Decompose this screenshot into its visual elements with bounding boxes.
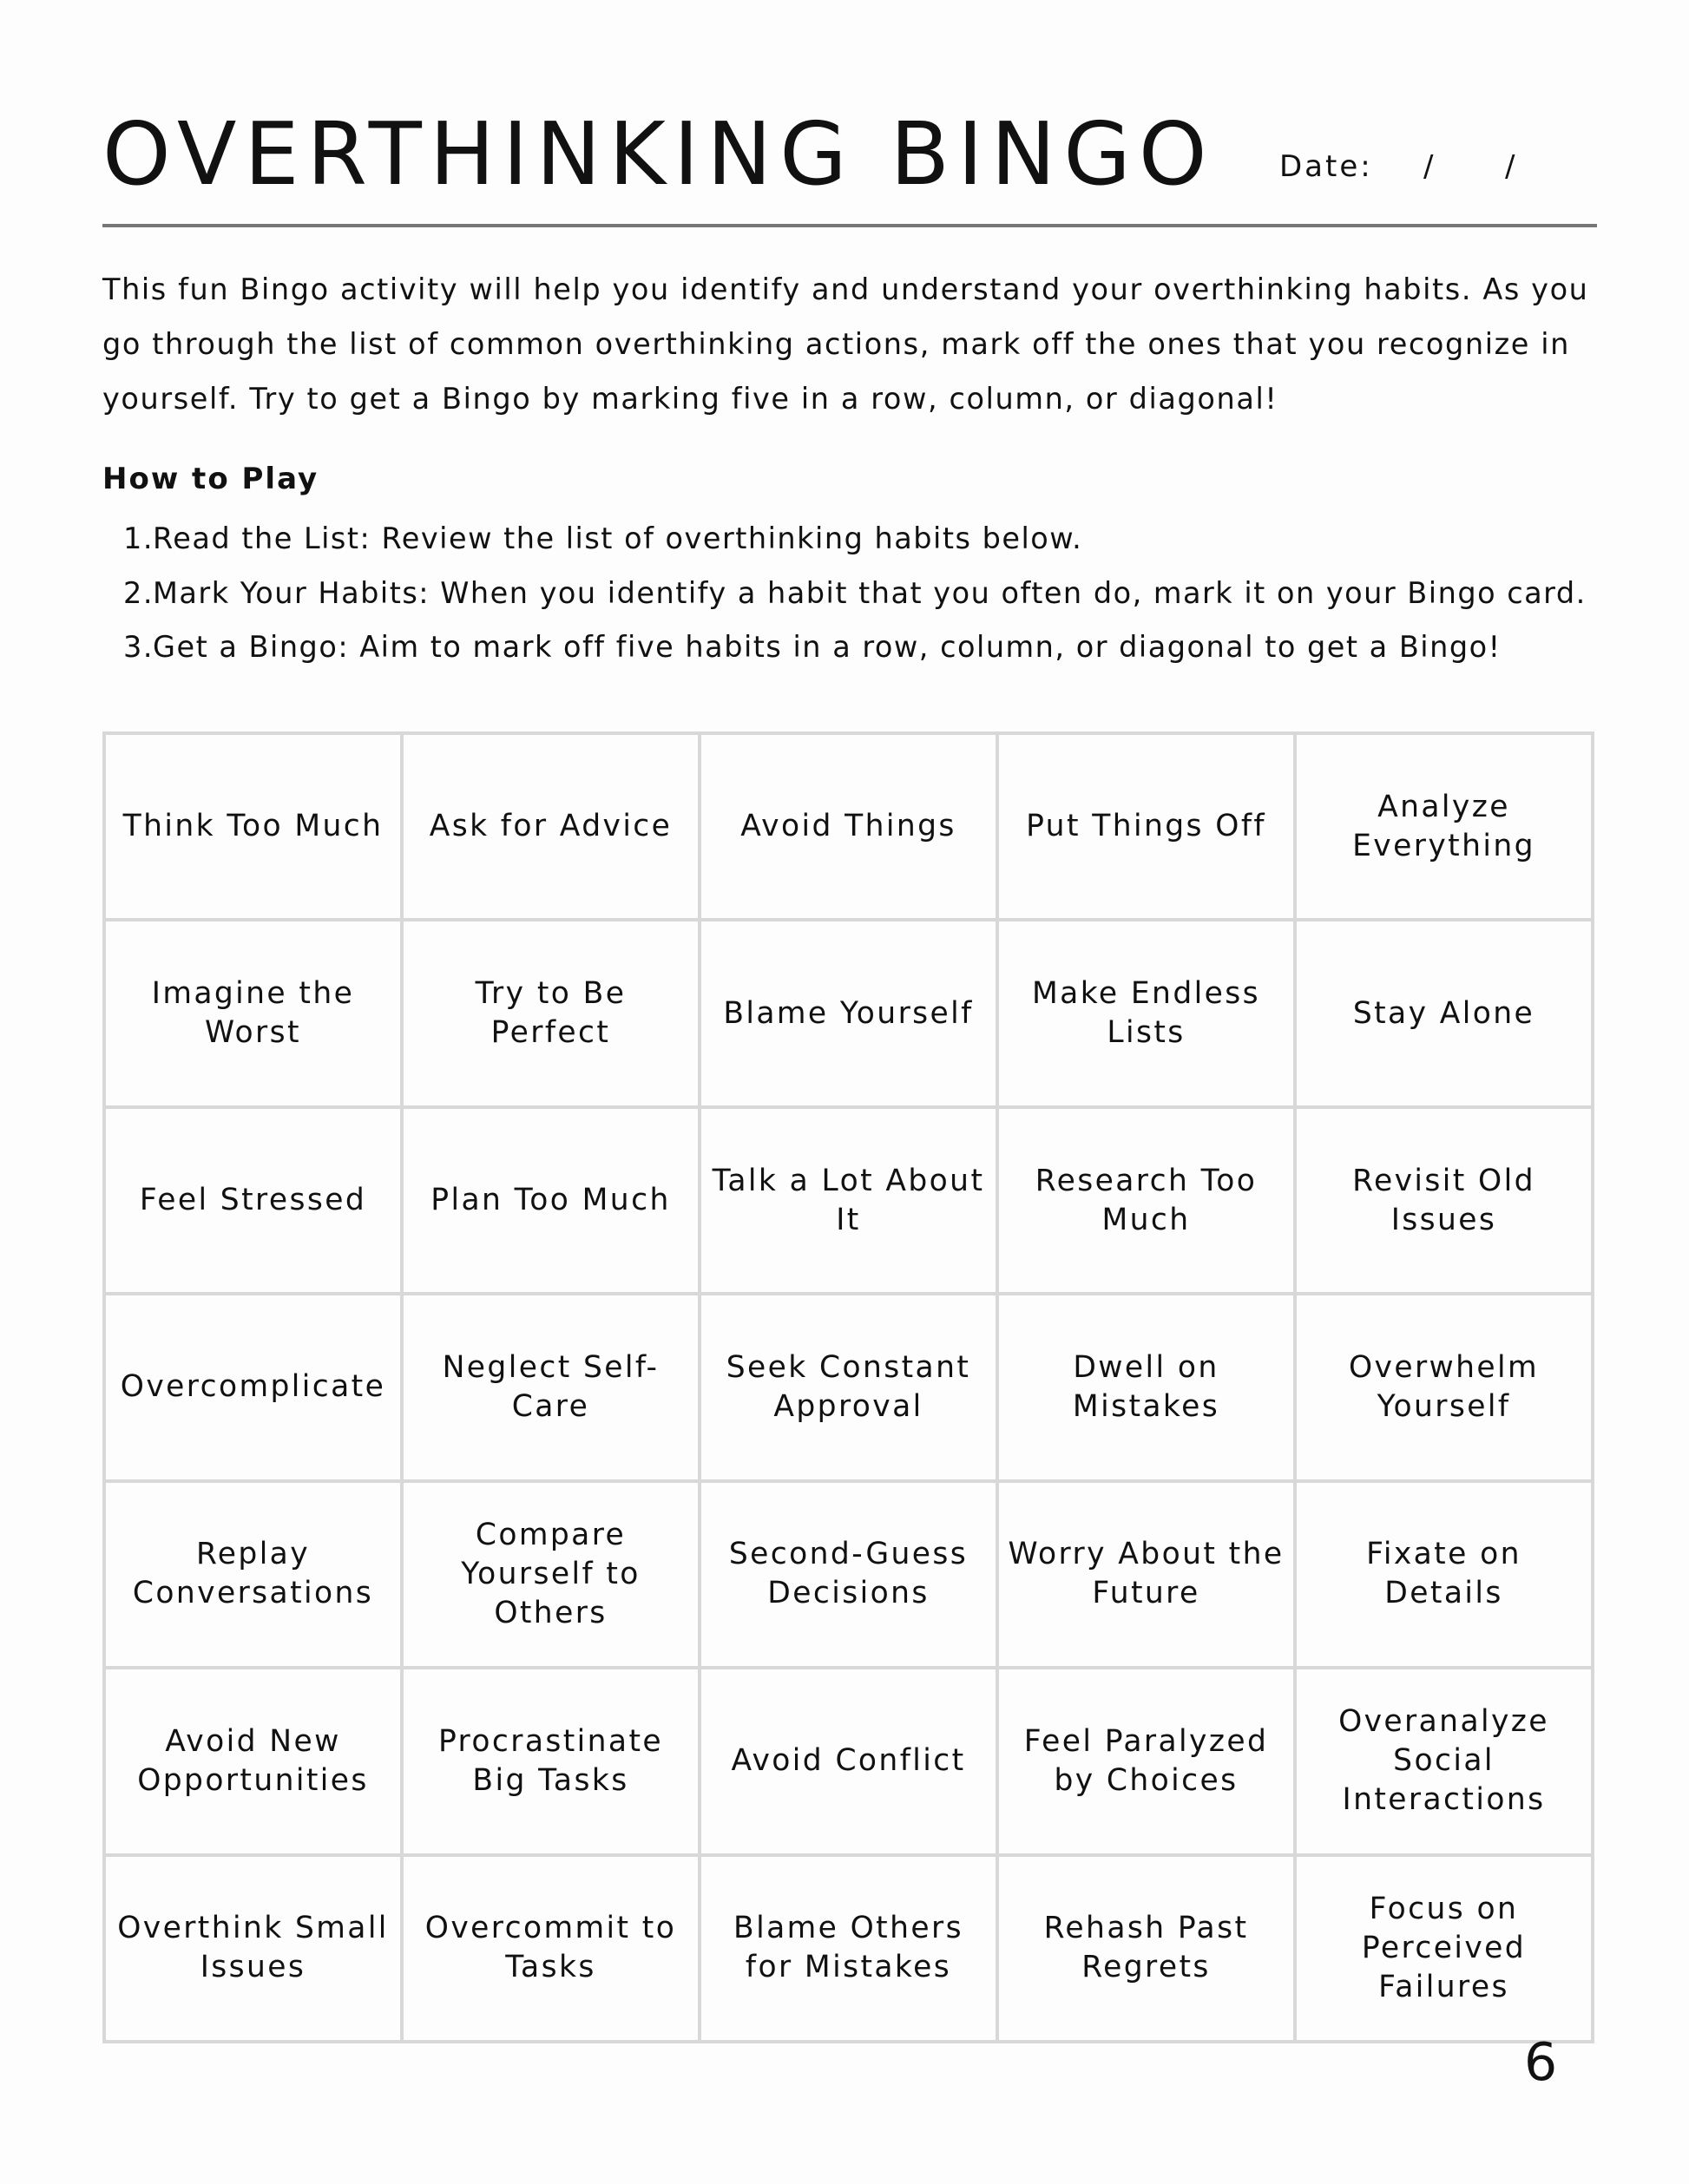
how-to-play-steps [102,512,1630,675]
bingo-cell[interactable]: Feel Paralyzed by Choices [999,1669,1297,1856]
intro-paragraph: This fun Bingo activity will help you identify and understand your overthinking habits. As you go through the list of common overthinking actions, mark off the ones that you recognize in yourself. Try to get a Bingo by marking five in a row, column, or diagonal! [102,272,1589,416]
bingo-cell[interactable]: Fixate on Details [1297,1483,1594,1669]
bingo-cell[interactable]: Overcommit to Tasks [404,1857,701,2043]
bingo-cell[interactable]: Talk a Lot About It [701,1109,999,1295]
bingo-cell[interactable]: Feel Stressed [106,1109,404,1295]
bingo-cell[interactable]: Plan Too Much [404,1109,701,1295]
bingo-cell[interactable]: Second-Guess Decisions [701,1483,999,1669]
date-separator-2: / [1505,149,1518,184]
bingo-card [102,731,1594,2043]
step-item [102,512,1630,567]
bingo-cell[interactable]: Replay Conversations [106,1483,404,1669]
title-divider [102,224,1597,227]
bingo-cell[interactable]: Focus on Perceived Failures [1297,1857,1594,2043]
bingo-cell[interactable]: Seek Constant Approval [701,1295,999,1482]
bingo-cell[interactable]: Overanalyze Social Interactions [1297,1669,1594,1856]
bingo-cell[interactable]: Revisit Old Issues [1297,1109,1594,1295]
step-number: 1. [123,521,154,555]
page-number: 6 [1524,2032,1558,2093]
bingo-cell[interactable]: Neglect Self-Care [404,1295,701,1482]
bingo-cell[interactable]: Analyze Everything [1297,735,1594,921]
bingo-cell[interactable]: Avoid New Opportunities [106,1669,404,1856]
bingo-cell[interactable]: Blame Others for Mistakes [701,1857,999,2043]
step-item [102,567,1630,621]
date-separator-1: / [1423,149,1436,184]
bingo-cell[interactable]: Avoid Things [701,735,999,921]
how-to-play-heading: How to Play [102,462,319,496]
step-text: Get a Bingo: Aim to mark off five habits in a row, column, or diagonal to get a Bingo! [153,630,1502,664]
page-title: OVERTHINKING BINGO [102,103,1215,205]
bingo-cell[interactable]: Compare Yourself to Others [404,1483,701,1669]
step-number: 3. [123,630,154,664]
bingo-cell[interactable]: Imagine the Worst [106,921,404,1108]
step-text: Mark Your Habits: When you identify a habit that you often do, mark it on your Bingo card. [153,575,1587,610]
bingo-cell[interactable]: Ask for Advice [404,735,701,921]
bingo-cell[interactable]: Avoid Conflict [701,1669,999,1856]
bingo-cell[interactable]: Blame Yourself [701,921,999,1108]
step-text: Read the List: Review the list of overthinking habits below. [153,521,1083,555]
bingo-cell[interactable]: Dwell on Mistakes [999,1295,1297,1482]
bingo-cell[interactable]: Procrastinate Big Tasks [404,1669,701,1856]
bingo-cell[interactable]: Rehash Past Regrets [999,1857,1297,2043]
bingo-cell[interactable]: Overwhelm Yourself [1297,1295,1594,1482]
bingo-cell[interactable]: Try to Be Perfect [404,921,701,1108]
bingo-cell[interactable]: Make Endless Lists [999,921,1297,1108]
bingo-cell[interactable]: Worry About the Future [999,1483,1297,1669]
step-item [102,620,1630,675]
bingo-cell[interactable]: Think Too Much [106,735,404,921]
date-field [1279,149,1518,184]
date-label: Date: [1279,149,1373,184]
bingo-cell[interactable]: Overcomplicate [106,1295,404,1482]
bingo-cell[interactable]: Put Things Off [999,735,1297,921]
bingo-cell[interactable]: Overthink Small Issues [106,1857,404,2043]
bingo-cell[interactable]: Research Too Much [999,1109,1297,1295]
bingo-cell[interactable]: Stay Alone [1297,921,1594,1108]
step-number: 2. [123,575,154,610]
